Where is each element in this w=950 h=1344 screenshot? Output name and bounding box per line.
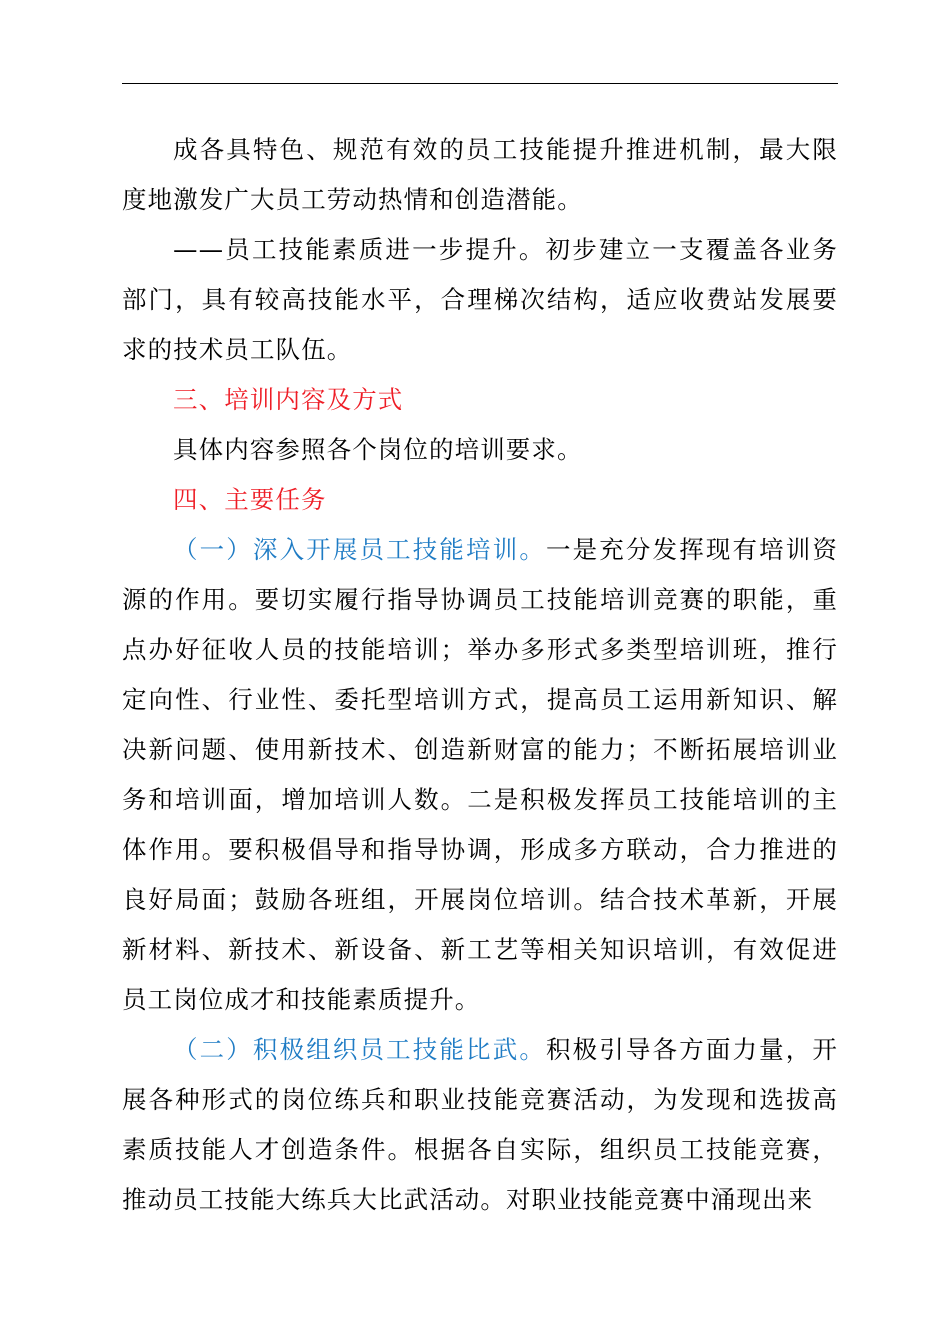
section-heading-training-content: 三、培训内容及方式 bbox=[173, 385, 404, 414]
header-rule bbox=[122, 83, 838, 84]
paragraph-training-content: 具体内容参照各个岗位的培训要求。 bbox=[173, 435, 583, 464]
paragraph-task-competition bbox=[122, 1025, 838, 1225]
document-body bbox=[122, 125, 838, 1225]
paragraph-mechanism: 成各具特色、规范有效的员工技能提升推进机制，最大限度地激发广大员工劳动热情和创造潜能。 bbox=[122, 135, 838, 214]
paragraph-task-training bbox=[122, 525, 838, 1025]
task-training-body: 一是充分发挥现有培训资源的作用。要切实履行指导协调员工技能培训竞赛的职能，重点办好征收人员的技能培训；举办多形式多类型培训班，推行定向性、行业性、委托型培训方式，提高员工运用新知识、解决新问题、使用新技术、创造新财富的能力；不断拓展培训业务和培训面，增加培训人数。二是积极发挥员工技能培训的主体作用。要积极倡导和指导协调，形成多方联动，合力推进的良好局面；鼓励各班组，开展岗位培训。结合技术革新，开展新材料、新技术、新设备、新工艺等相关知识培训，有效促进员工岗位成才和技能素质提升。 bbox=[122, 535, 838, 1014]
task-competition-body: 积极引导各方面力量，开展各种形式的岗位练兵和职业技能竞赛活动，为发现和选拔高素质技能人才创造条件。根据各自实际，组织员工技能竞赛，推动员工技能大练兵大比武活动。对职业技能竞赛中涌现出来 bbox=[122, 1035, 838, 1214]
task-training-lead: （一）深入开展员工技能培训。 bbox=[173, 535, 546, 564]
task-competition-lead: （二）积极组织员工技能比武。 bbox=[173, 1035, 546, 1064]
paragraph-skill-quality: ——员工技能素质进一步提升。初步建立一支覆盖各业务部门，具有较高技能水平，合理梯次结构，适应收费站发展要求的技术员工队伍。 bbox=[122, 235, 838, 364]
section-heading-main-tasks: 四、主要任务 bbox=[173, 485, 327, 514]
